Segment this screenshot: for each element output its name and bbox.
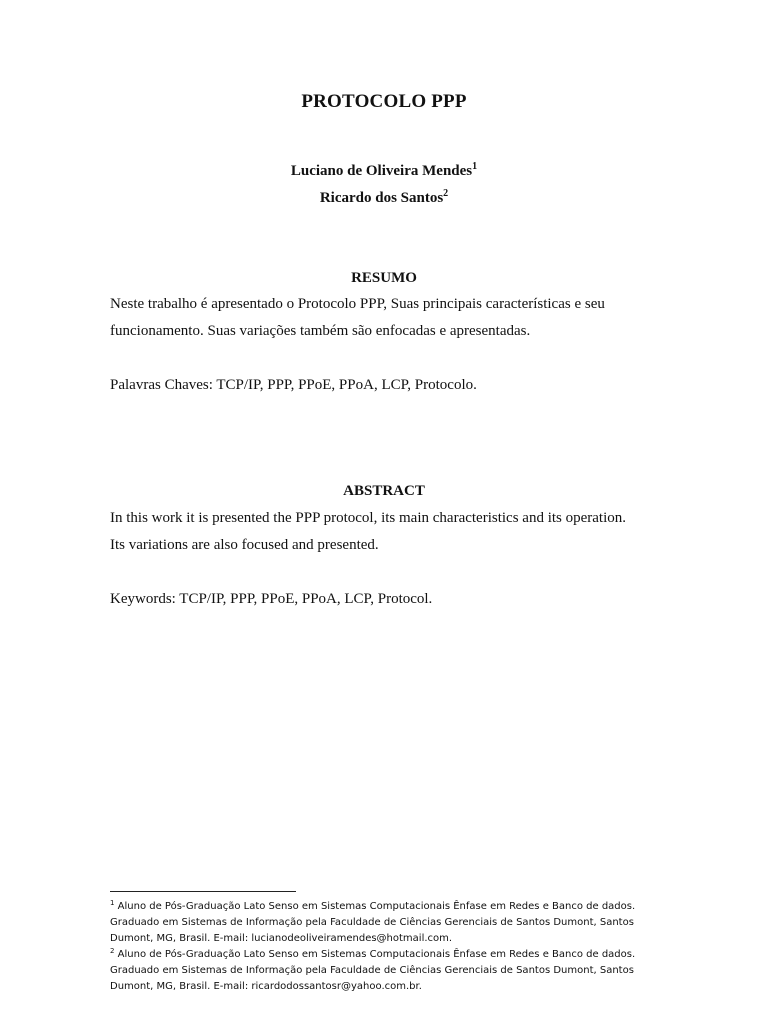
footnote-2-mark: 2	[110, 947, 115, 955]
footnote-1-text-1: Aluno de Pós-Graduação Lato Senso em Sistemas Computacionais Ênfase em Redes e Banco de dados.	[117, 901, 636, 912]
author-1-name: Luciano de Oliveira Mendes	[290, 163, 473, 179]
footnote-2-text-1: Aluno de Pós-Graduação Lato Senso em Sistemas Computacionais Ênfase em Redes e Banco de dados.	[117, 949, 636, 960]
resumo-text-line-2: funcionamento. Suas variações também são enfocadas e apresentadas.	[110, 323, 531, 339]
footnote-1-mark: 1	[110, 899, 115, 907]
footnote-1-line-2: Graduado em Sistemas de Informação pela Faculdade de Ciências Gerenciais de Santos Dumont, Santos	[110, 917, 634, 928]
footnote-1-line-1	[110, 899, 670, 915]
footnote-1-line-3: Dumont, MG, Brasil. E-mail: lucianodeoliveiramendes@hotmail.com.	[110, 933, 453, 944]
abstract-keywords: Keywords: TCP/IP, PPP, PPoE, PPoA, LCP, Protocol.	[110, 591, 433, 607]
abstract-heading: ABSTRACT	[343, 483, 425, 499]
author-1	[0, 163, 768, 180]
resumo-keywords: Palavras Chaves: TCP/IP, PPP, PPoE, PPoA, LCP, Protocolo.	[110, 377, 477, 393]
footnote-2-line-2: Graduado em Sistemas de Informação pela Faculdade de Ciências Gerenciais de Santos Dumont, Santos	[110, 965, 634, 976]
footnote-2-line-3: Dumont, MG, Brasil. E-mail: ricardodossantosr@yahoo.com.br.	[110, 981, 422, 992]
abstract-text-line-2: Its variations are also focused and presented.	[110, 537, 379, 553]
abstract-text-line-1: In this work it is presented the PPP protocol, its main characteristics and its operation.	[110, 510, 627, 526]
footnote-2-line-1	[110, 947, 670, 963]
footnote-2	[110, 947, 670, 995]
footnote-divider	[110, 891, 296, 892]
resumo-text-line-1: Neste trabalho é apresentado o Protocolo PPP, Suas principais características e seu	[110, 296, 605, 312]
author-2-footnote-mark: 2	[443, 188, 449, 199]
author-2	[0, 190, 768, 207]
author-1-footnote-mark: 1	[472, 161, 478, 172]
footnote-1	[110, 899, 670, 947]
resumo-heading: RESUMO	[351, 270, 417, 286]
author-2-name: Ricardo dos Santos	[319, 190, 444, 206]
paper-title: PROTOCOLO PPP	[301, 91, 467, 112]
